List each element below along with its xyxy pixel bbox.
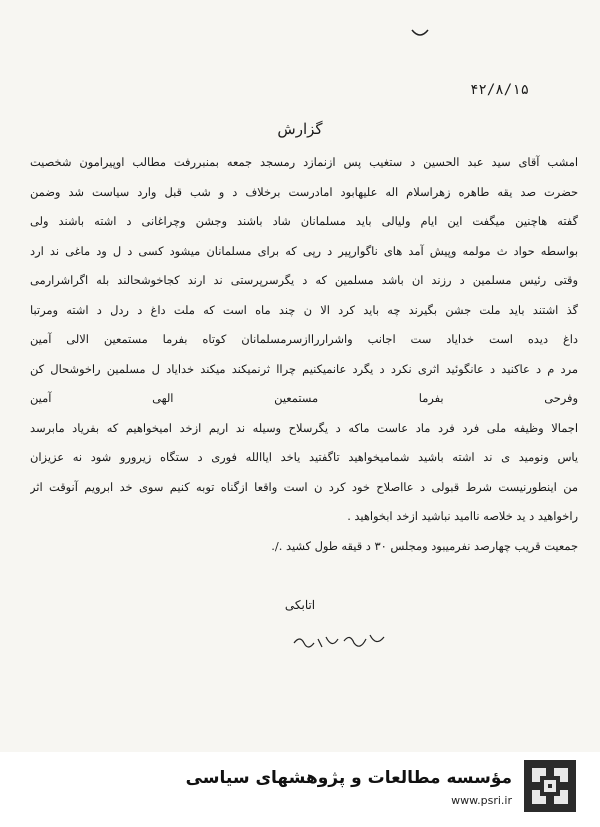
archive-footer	[0, 752, 600, 827]
document-date: ۴۲/۸/۱۵	[470, 82, 530, 98]
report-line: بواسطه حواد ث مولمه وپیش آمد های ناگوارپیر د رپی که برای مسلمانان میشود کسی د ل ود ماغی ند ارد	[30, 243, 578, 258]
report-line: وقتی رئیس مسلمین د رزند ان باشد مسلمین که د یگرسرپرستی ند ارند کجاخوشحالند بله اگراشرارمی	[30, 273, 578, 287]
report-line: گذ اشتند باید ملت جشن بگیرند چه باید کرد الا ن چند ماه است که ملت داغ د ردل د اشته ومرتبا	[30, 302, 578, 317]
report-line: داغ دیده است خدایاد ست اجانب واشرارراازسرمسلمانان کوتاه بفرما مستمعین الالی آمین	[30, 332, 578, 346]
header-mark-icon	[410, 28, 430, 38]
institute-url[interactable]: www.psri.ir	[451, 794, 512, 807]
report-line: حضرت صد یقه طاهره زهراسلام اله علیهابود امادرست برخلاف د و شب قبل وارد سیاست شد وضمن	[30, 184, 578, 199]
report-line: یاس ونومید ی ند اشته باشید شمامیخواهید تاگفتید یاخد ایاالله فوری د ستگاه زیرورو شود نه عزیزان	[30, 450, 578, 464]
signature-name: اتابکی	[284, 598, 316, 612]
institute-name: مؤسسه مطالعات و پژوهشهای سیاسی	[185, 768, 512, 788]
document-title: گزارش	[277, 120, 323, 138]
report-line: امشب آقای سید عبد الحسین د ستغیب پس ازنمازد رمسجد جمعه بمنبررفت مطالب اوپیرامون شخصیت	[30, 155, 578, 169]
report-line: وفرحی بفرما مستمعین الهی آمین	[30, 391, 578, 405]
report-line: جمعیت قریب چهارصد نفرمیبود ومجلس ۳۰ د قیقه طول کشید ./.	[271, 538, 578, 553]
report-line: اجمالا وظیفه ملی فرد فرد ماد عاست ماکه د یگرسلاح وسیله ند اریم ازخد امیخواهیم که بفریاد مابرسد	[30, 420, 578, 435]
report-line: گفته هاچنین میگفت این ایام ولیالی باید مسلمانان شاد باشند وجشن وچراغانی د اشته باشند ولی	[30, 214, 578, 228]
handwritten-signature-icon	[290, 625, 390, 665]
institute-logo-icon	[524, 760, 576, 812]
report-line: راخواهید د ید خلاصه ناامید نباشید ازخد ابخواهید .	[347, 509, 578, 523]
report-body	[30, 148, 578, 561]
report-line: من اینطورنیست شرط قبولی د عااصلاح خود کرد ن است واقعا ازگناه توبه کنیم سوی خد ابرویم آنوقت اثر	[30, 479, 578, 494]
report-line: مرد م د عاکنید د عانگوئید اثری نکرد د یگرد عانمیکنیم چراا ثرنمیکند میکند خدایاد ل مسلمین راخوشحال کن	[30, 361, 578, 376]
